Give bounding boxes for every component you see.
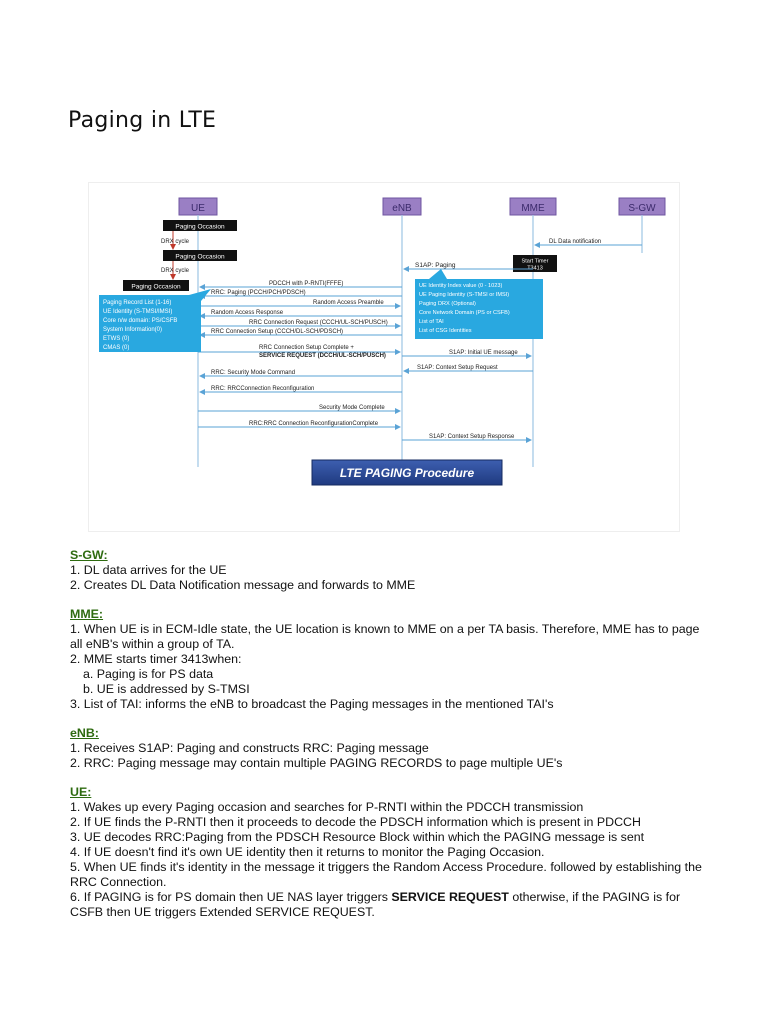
enb-section: [70, 726, 710, 771]
dl-notify-label: DL Data notification: [549, 239, 602, 245]
svg-text:System Information(0): System Information(0): [103, 327, 163, 333]
entity-ue: [179, 198, 217, 215]
svg-text:Core Network Domain (PS or CSF: Core Network Domain (PS or CSFB): [419, 310, 510, 316]
section-line: 2. Creates DL Data Notification message and forwards to MME: [70, 578, 416, 592]
entity-mme: [510, 198, 556, 215]
section-line: 1. Receives S1AP: Paging and constructs RRC: Paging message: [70, 741, 429, 755]
section-heading: MME:: [70, 607, 104, 621]
entity-sgw-label: S-GW: [628, 203, 656, 214]
entity-sgw: [619, 198, 665, 215]
paging-occasion-label: Paging Occasion: [131, 283, 181, 291]
notes-section: [70, 548, 710, 934]
svg-text:Start Timer: Start Timer: [521, 258, 549, 265]
section-heading: UE:: [70, 785, 92, 799]
rrc-setup-label: RRC Connection Setup (CCCH/DL-SCH/PDSCH): [211, 329, 344, 335]
rrc-request-label: RRC Connection Request (CCCH/UL-SCH/PUSCH): [249, 320, 388, 326]
rach-response-label: Random Access Response: [211, 310, 284, 316]
section-line: 3. UE decodes RRC:Paging from the PDSCH Resource Block within which the PAGING message is sent: [70, 830, 645, 844]
initial-ue-label: S1AP: Initial UE message: [449, 350, 518, 356]
entity-mme-label: MME: [521, 203, 545, 214]
entity-enb: [383, 198, 421, 215]
service-request-emphasis: SERVICE REQUEST: [391, 890, 509, 904]
paging-occasion-1: [163, 220, 237, 231]
mme-section: [70, 607, 710, 712]
procedure-banner: [312, 460, 502, 485]
section-subline: a. Paging is for PS data: [83, 667, 214, 681]
sgw-section: [70, 548, 710, 593]
svg-text:ETWS (0): ETWS (0): [103, 336, 130, 342]
svg-text:List of TAI: List of TAI: [419, 319, 444, 325]
section-subline: b. UE is addressed by S-TMSI: [83, 682, 250, 696]
rrc-reconf-label: RRC: RRCConnection Reconfiguration: [211, 386, 315, 392]
rrc-reconf-complete-label: RRC:RRC Connection ReconfigurationComplete: [249, 421, 379, 427]
entity-enb-label: eNB: [392, 203, 412, 214]
paging-occasion-label: Paging Occasion: [175, 223, 225, 231]
svg-text:UE Identity Index value (0 - 1: UE Identity Index value (0 - 1023): [419, 283, 503, 289]
s1ap-paging-label: S1AP: Paging: [415, 262, 456, 269]
section-line: [70, 890, 710, 920]
drx-cycle-label: DRX cycle: [161, 268, 190, 274]
rach-preamble-label: Random Access Preamble: [313, 300, 384, 306]
sec-mode-complete-label: Security Mode Complete: [319, 405, 385, 411]
paging-occasion-label: Paging Occasion: [175, 253, 225, 261]
svg-text:UE Paging Identity (S-TMSI or: UE Paging Identity (S-TMSI or IMSI): [419, 292, 510, 298]
line-text: otherwise, if the PAGING is for CSFB then UE triggers Extended SERVICE REQUEST.: [70, 890, 681, 919]
ctx-setup-resp-label: S1AP: Context Setup Response: [429, 434, 515, 440]
sec-mode-cmd-label: RRC: Security Mode Command: [211, 370, 296, 376]
section-line: 4. If UE doesn't find it's own UE identity then it returns to monitor the Paging Occasion.: [70, 845, 545, 859]
mme-paging-callout: [415, 269, 543, 339]
svg-text:Core n/w domain: PS/CSFB: Core n/w domain: PS/CSFB: [103, 318, 178, 324]
entity-ue-label: UE: [191, 203, 205, 214]
service-request-label: SERVICE REQUEST (DCCH/UL-SCH/PUSCH): [259, 353, 386, 359]
section-line: 2. RRC: Paging message may contain multiple PAGING RECORDS to page multiple UE's: [70, 756, 563, 770]
line-text: 6. If PAGING is for PS domain then UE NAS layer triggers: [70, 890, 392, 904]
drx-cycle-label: DRX cycle: [161, 239, 190, 245]
svg-text:CMAS (0): CMAS (0): [103, 345, 130, 351]
page-title: Paging in LTE: [68, 108, 217, 133]
ctx-setup-req-label: S1AP: Context Setup Request: [417, 365, 498, 371]
svg-text:UE Identity (S-TMSI/IMSI): UE Identity (S-TMSI/IMSI): [103, 309, 173, 315]
section-line: 2. If UE finds the P-RNTI then it proceeds to decode the PDSCH information which is present in PDCCH: [70, 815, 641, 829]
section-line: 1. When UE is in ECM-Idle state, the UE location is known to MME on a per TA basis. Therefore, MME has to page all eNB's within a group of TA.: [70, 622, 700, 651]
section-line: 3. List of TAI: informs the eNB to broadcast the Paging messages in the mentioned TAI's: [70, 697, 554, 711]
svg-text:T3413: T3413: [527, 265, 543, 272]
section-line: 1. DL data arrives for the UE: [70, 563, 227, 577]
section-heading: S-GW:: [70, 548, 108, 562]
svg-text:List of CSG Identities: List of CSG Identities: [419, 328, 472, 334]
svg-text:Paging DRX (Optional): Paging DRX (Optional): [419, 301, 476, 307]
paging-occasion-3: [123, 280, 189, 291]
procedure-banner-label: LTE PAGING Procedure: [339, 466, 475, 480]
ue-paging-callout: [99, 289, 211, 352]
svg-text:Paging Record List (1-16): Paging Record List (1-16): [103, 300, 172, 306]
ue-section: [70, 785, 710, 920]
pdcch-label: PDCCH with P-RNTI(FFFE): [269, 281, 344, 287]
lte-paging-diagram: [88, 182, 680, 532]
section-line: 1. Wakes up every Paging occasion and searches for P-RNTI within the PDCCH transmission: [70, 800, 584, 814]
section-line: 2. MME starts timer 3413when:: [70, 652, 242, 666]
paging-occasion-2: [163, 250, 237, 261]
section-line: 5. When UE finds it's identity in the message it triggers the Random Access Procedure. followed by establishing the RRC Connection.: [70, 860, 702, 889]
rrc-complete-label: RRC Connection Setup Complete +: [259, 345, 354, 351]
rrc-paging-label: RRC: Paging (PCCH/PCH/PDSCH): [211, 290, 306, 296]
section-heading: eNB:: [70, 726, 99, 740]
